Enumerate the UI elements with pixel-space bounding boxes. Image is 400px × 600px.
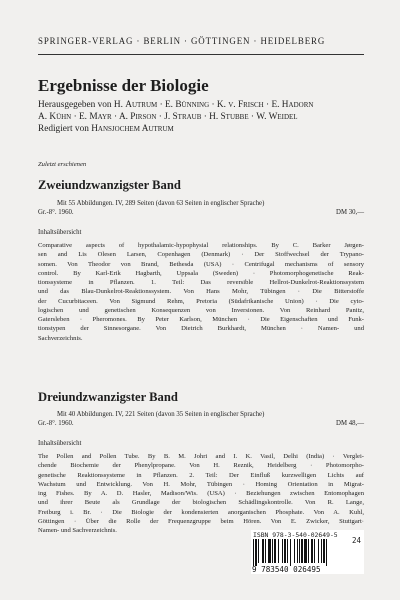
barcode-bar [268, 539, 271, 563]
contents-line: und das Blau-Dunkelrot-Reaktionssystem. Von Hans Mohr, Tübingen · Die Bitterstoffe [38, 288, 364, 296]
contents-line: ing Fishes. By A. D. Hasler, Madison/Wis. (USA) · Beziehungen zwischen Entomophagen [38, 490, 364, 497]
contents-line: Wachstum und Entwicklung. Von H. Mohr, Tübingen · Homing Orientation in Migrat- [38, 480, 364, 488]
recently-published-label: Zuletzt erschienen [38, 161, 87, 168]
barcode-bar [253, 539, 254, 566]
editors-line-1-names: Autrum · E. Bünning · K. v. Frisch · E. Hadorn [125, 100, 314, 110]
editors-block [38, 99, 368, 135]
contents-line: tionstypen der Sinnesorgane. Von Dietrich Burkhardt, München · Namen- und [38, 325, 364, 333]
editors-line-2: A. Kühn · E. Mayr · A. Pirson · J. Straub · H. Stubbe · W. Weidel [38, 112, 298, 122]
barcode-bar [255, 539, 257, 566]
contents-line: The Pollen and Pollen Tube. By B. M. Johri and I. K. Vasil, Delhi (India) · Verglei- [38, 453, 364, 460]
barcode-bar [294, 539, 295, 563]
contents-line: Freiburg i. Br. · Die Biologie der kondensierten anorganischen Phosphate. Von A. Kuhl, [38, 508, 364, 516]
contents-line: Gatersleben · Pheromones. By Peter Karlson, München · Die Eigenschaften und Funk- [38, 316, 364, 323]
volume-23-meta [38, 410, 364, 428]
volume-22-price: DM 30,— [336, 209, 364, 216]
contents-line: Sachverzeichnis. [38, 334, 83, 342]
barcode-bar [311, 539, 313, 563]
volume-23-meta-line-1: Mit 40 Abbildungen. IV, 221 Seiten (davon 35 Seiten in englischer Sprache) [57, 411, 265, 418]
barcode-bar [290, 539, 291, 566]
contents-line: sen and Lis Olesen Larsen, Copenhagen (Denmark) · Der Stoffwechsel der Trypano- [38, 251, 364, 259]
barcode-bar [318, 539, 319, 563]
barcode-bar [287, 539, 288, 563]
volume-23-meta-line-2 [38, 419, 364, 428]
barcode-bar [262, 539, 264, 563]
barcode-bar [304, 539, 307, 563]
volume-22-format: Gr.-8°. 1960. [38, 209, 74, 216]
barcode-addon: 24 [351, 536, 361, 545]
barcode-bar [314, 539, 315, 563]
editors-line-3-name: Hansjochem Autrum [91, 124, 174, 134]
barcode-bar [272, 539, 273, 563]
barcode-bar [278, 539, 279, 563]
volume-23-contents [38, 452, 364, 535]
contents-line: logischen und genetischen Konsequenzen von Inversionen. Von Reinhard Panitz, [38, 306, 364, 314]
contents-line: Göttingen · Über die Rolle der Frequenzgruppe beim Hören. Von E. Zwicker, Stuttgart· [38, 517, 364, 525]
volume-23-title: Dreiundzwanzigster Band [38, 390, 178, 404]
barcode-digits: 9 783540 026495 [252, 565, 321, 574]
barcode-bar [297, 539, 298, 563]
volume-23-format: Gr.-8°. 1960. [38, 420, 74, 427]
volume-23-contents-heading: Inhaltsübersicht [38, 440, 82, 447]
barcode-bar [323, 539, 325, 563]
barcode-bar [282, 539, 283, 563]
contents-line: tionssysteme in Pflanzen. 1. Teil: Das reversible Hellrot-Dunkelrot-Reaktionssystem [38, 279, 364, 286]
editors-line-1-prefix: Herausgegeben von H. [38, 100, 126, 110]
contents-line: genetische Reaktionssysteme in Pflanzen. 2. Teil: Der Einfluß kurzwelligen Lichts auf [38, 471, 364, 479]
contents-line: Namen- und Sachverzeichnis. [38, 527, 117, 534]
contents-line: der Cucurbitaceen. Von Sigmund Rehm, Pretoria (Südafrikanische Union) · Die cyto- [38, 297, 364, 305]
editors-line-3-prefix: Redigiert von [38, 124, 92, 134]
barcode-bar [274, 539, 276, 563]
series-title: Ergebnisse der Biologie [38, 76, 209, 95]
contents-line: control. By Karl-Erik Hagbarth, Uppsala (Sweden) · Photomorphogenetische Reak- [38, 269, 364, 277]
isbn-number: ISBN 978-3-540-02649-5 [253, 531, 338, 539]
barcode-bar [284, 539, 286, 563]
volume-22-contents-heading: Inhaltsübersicht [38, 229, 82, 236]
volume-22-title: Zweiundzwanzigster Band [38, 178, 181, 192]
volume-22-contents [38, 241, 364, 343]
contents-line: somen. Von Theodor von Brand, Bethesda (USA) · Centrifugal mechanisms of sensory [38, 260, 364, 268]
barcode-bar [326, 539, 327, 566]
editors-line-1 [38, 99, 368, 111]
publisher-line: SPRINGER-VERLAG · BERLIN · GÖTTINGEN · HEIDELBERG [38, 36, 326, 46]
isbn-barcode [251, 530, 364, 574]
editors-line-3 [38, 123, 368, 135]
contents-line: chende Biochemie der Phenylpropane. Von H. Reznik, Heidelberg · Photomorpho- [38, 462, 364, 470]
volume-22-meta [38, 199, 364, 217]
volume-23-price: DM 48,— [336, 420, 364, 427]
barcode-bar [258, 539, 259, 563]
barcode-bars [253, 539, 347, 566]
barcode-bar [308, 539, 309, 563]
barcode-bar [265, 539, 266, 563]
volume-22-meta-line-2 [38, 208, 364, 217]
header-rule [38, 54, 364, 55]
contents-line: und ihrer Beute als Grundlage der biologischen Schädlingskontrolle. Von R. Lange, [38, 499, 364, 507]
barcode-bar [321, 539, 322, 563]
barcode-bar [301, 539, 303, 563]
volume-22-meta-line-1: Mit 55 Abbildungen. IV, 289 Seiten (davon 63 Seiten in englischer Sprache) [57, 200, 265, 207]
contents-line: Comparative aspects of hypothalamic-hypophysial relationships. By C. Barker Jørgen- [38, 242, 364, 249]
barcode-bar [299, 539, 300, 563]
